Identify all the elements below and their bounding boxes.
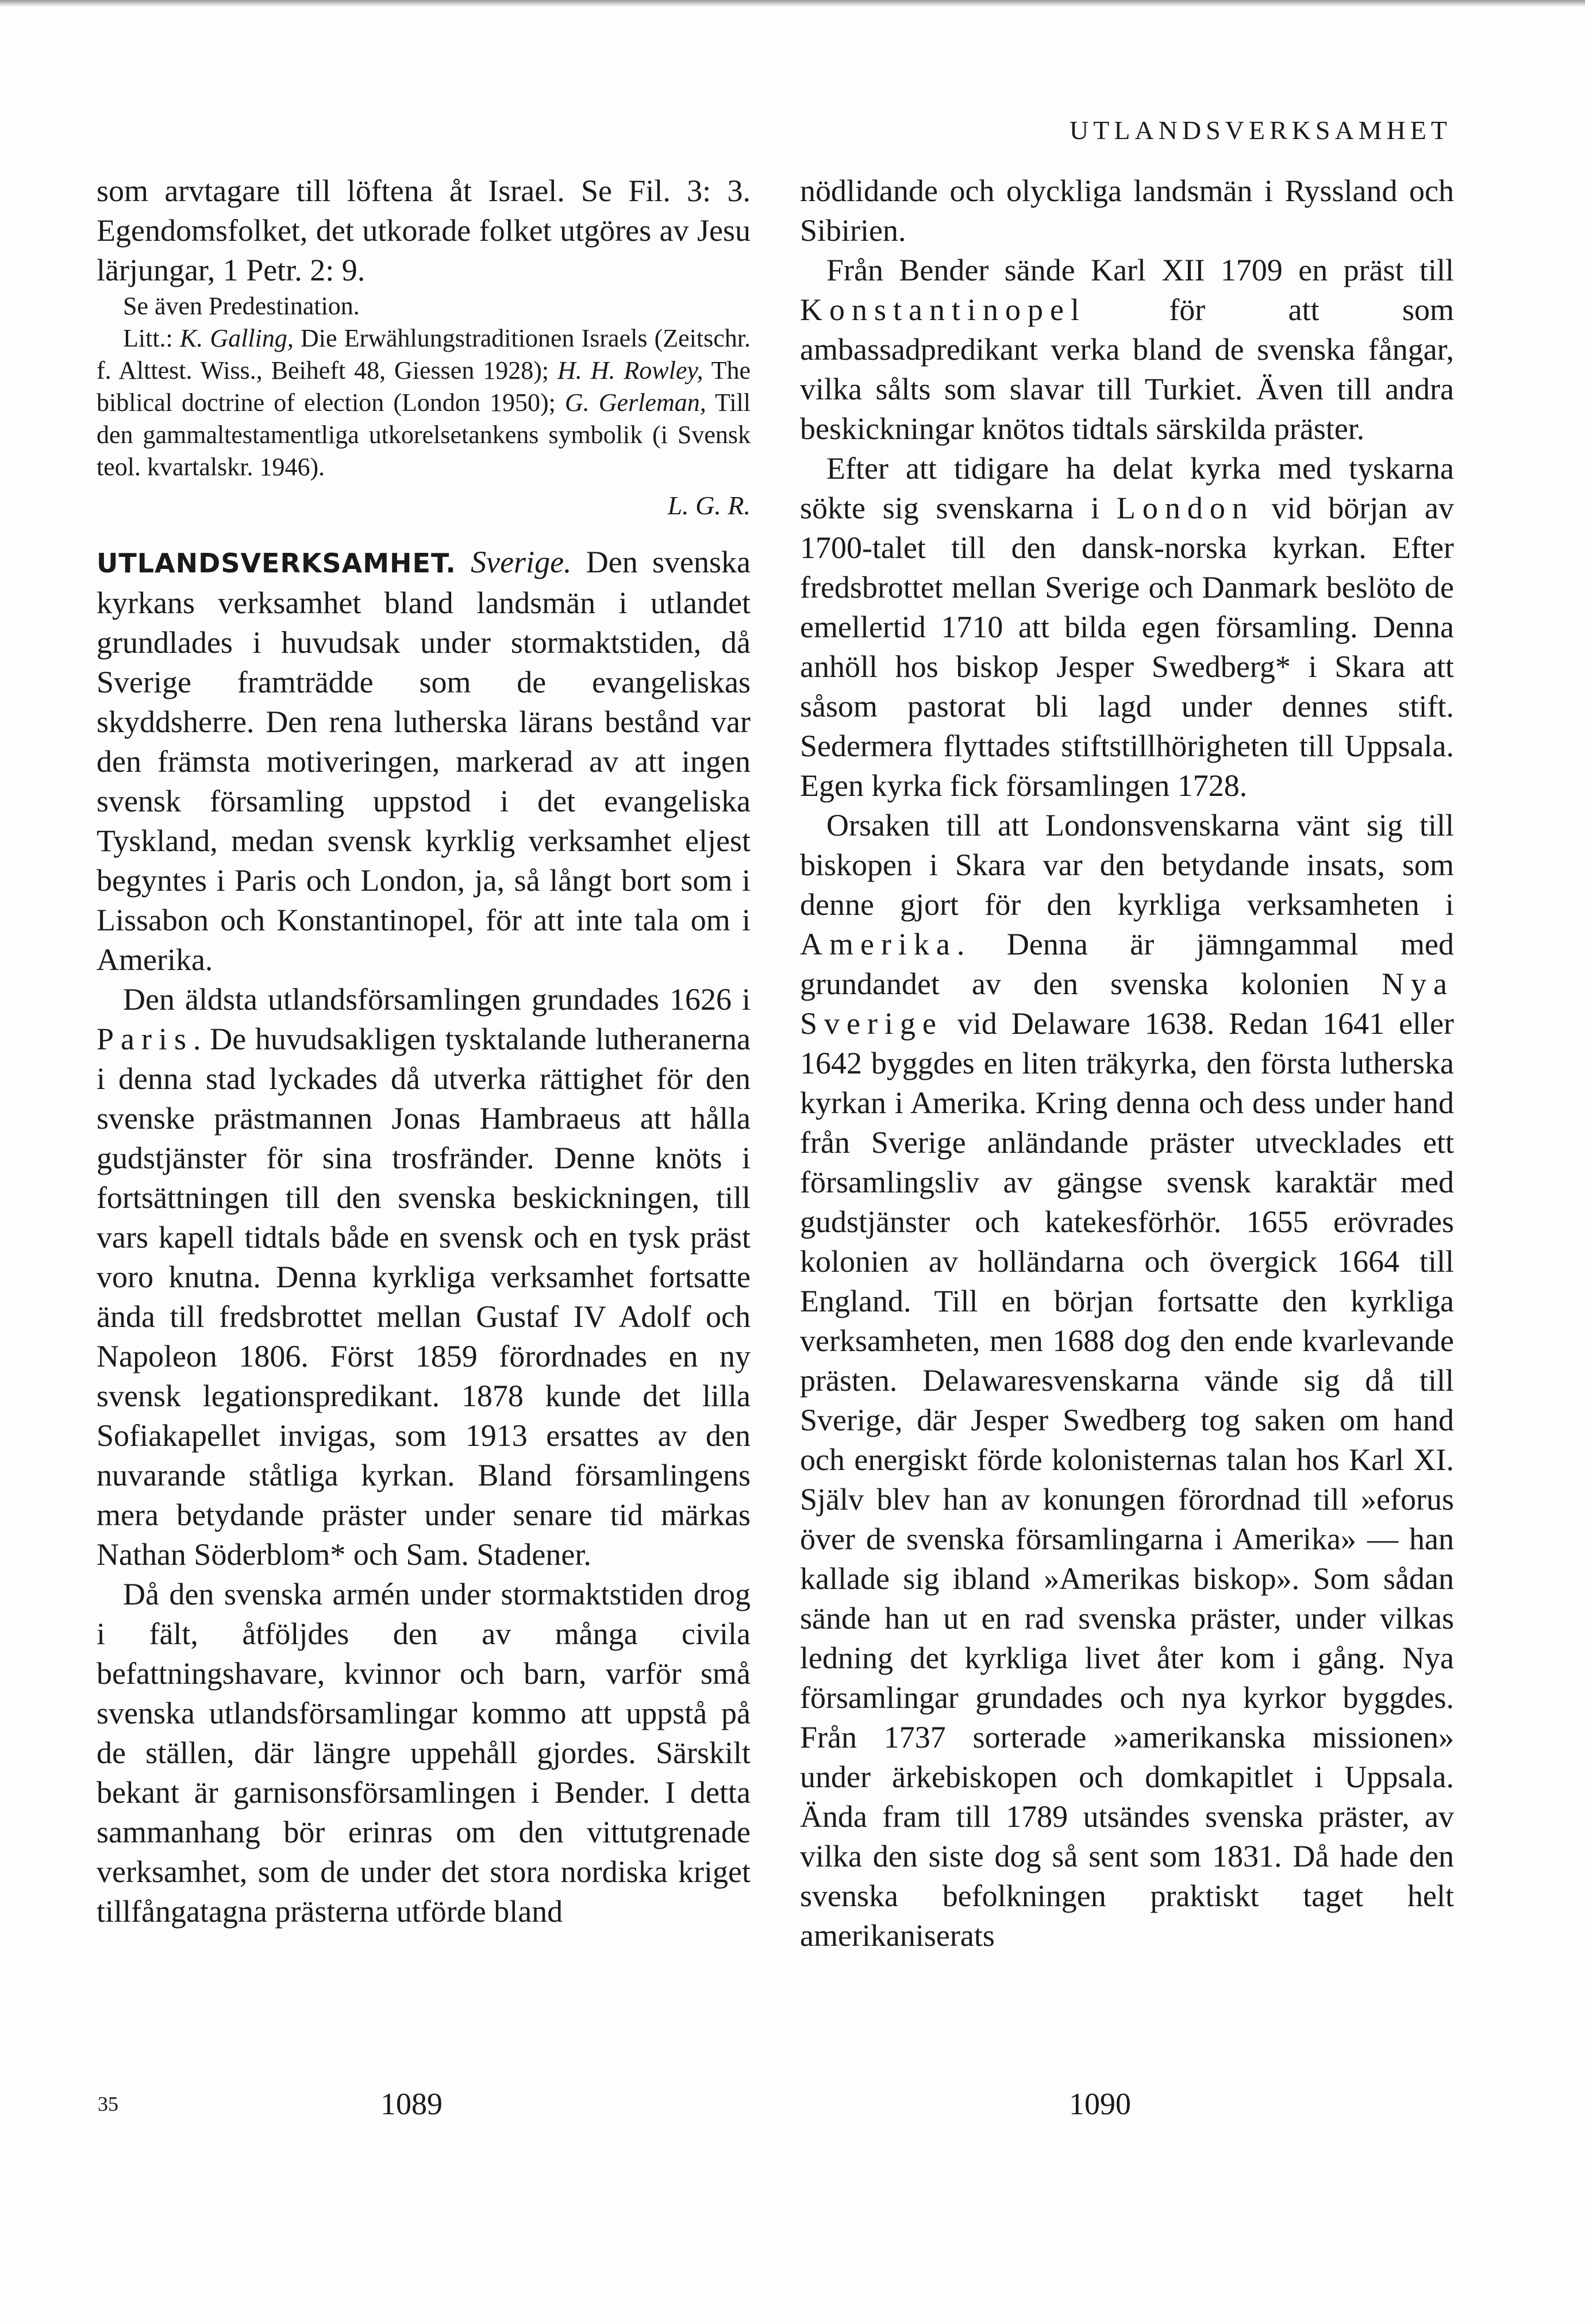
left-column [97, 171, 751, 1931]
signature-mark: 35 [98, 2092, 118, 2115]
entry-headword: UTLANDSVERKSAMHET. [97, 548, 456, 579]
litt-label: Litt.: [123, 324, 180, 352]
reference-author: G. Gerleman, [564, 388, 706, 417]
reference-text: The biblical doctrine of election (London 1950); [97, 356, 751, 417]
running-head: UTLANDSVERKSAMHET [1070, 116, 1452, 145]
literature-references [97, 322, 751, 483]
place-nya-sverige: Nya Sverige [800, 967, 1454, 1041]
reference-author: K. Galling, [179, 324, 294, 352]
right-column [800, 171, 1454, 1956]
place-paris: Paris [97, 1022, 193, 1056]
page-number-right: 1090 [1069, 2087, 1131, 2121]
paragraph-amerika: Orsaken till att Londonsvenskarna vänt sig till biskopen i Skara var den betydande insats, som denne gjort för den kyrkliga verksamheten i Amerika. Denna är jämngammal med grundandet av den svenska kolonien Nya Sverige vid Delaware 1638. Redan 1641 eller 1642 byggdes en liten träkyrka, den första lutherska kyrkan i Amerika. Kring denna och dess under hand från Sverige anländande präster utvecklades ett församlingsliv av gängse svensk karaktär med gudstjänster och katekesförhör. 1655 erövrades kolonien av holländarna och övergick 1664 till England. Till en början fortsatte den kyrkliga verksamheten, men 1688 dog den ende kvarlevande prästen. Delawaresvenskarna vände sig då till Sverige, där Jesper Swedberg tog saken om hand och energiskt förde kolonisternas talan hos Karl XI. Själv blev han av konungen förordnad till »eforus över de svenska församlingarna i Amerika» — han kallade sig ibland »Amerikas biskop». Som sådan sände han ut en rad svenska präster, under vilkas ledning det kyrkliga livet åter kom i gång. Nya församlingar grundades och nya kyrkor byggdes. Från 1737 sorterade »amerikanska missionen» under ärkebiskopen och domkapitlet i Uppsala. Ända fram till 1789 utsändes svenska präster, av vilka den siste dog så sent som 1831. Då hade den svenska befolkningen praktiskt taget helt amerikaniserats [800, 808, 1454, 1953]
entry-subhead: Sverige. [471, 545, 572, 579]
see-also-line: Se även Predestination. [123, 292, 360, 320]
continued-paragraph: nödlidande och olyckliga landsmän i Ryssland och Sibirien. [800, 174, 1454, 248]
paragraph-london: Efter att tidigare ha delat kyrka med tyskarna sökte sig svenskarna i London vid början av 1700-talet till den dansk-norska kyrkan. Efter fredsbrottet mellan Sverige och Danmark beslöto de emellertid 1710 att bilda egen församling. Denna anhöll hos biskop Jesper Swedberg* i Skara att såsom pastorat bli lagd under dennes stift. Sedermera flyttades stiftstillhörigheten till Uppsala. Egen kyrka fick församlingen 1728. [800, 451, 1454, 803]
place-konstantinopel: Konstantinopel [800, 293, 1086, 327]
author-signature: L. G. R. [667, 491, 751, 520]
place-london: London [1116, 491, 1255, 525]
scan-edge-shadow [0, 0, 1585, 7]
paragraph-konstantinopel: Från Bender sände Karl XII 1709 en präst till Konstantinopel för att som ambassadpredikant verka bland de svenska fångar, vilka sålts som slavar till Turkiet. Även till andra beskickningar knötos tidtals särskilda präster. [800, 253, 1454, 446]
place-amerika: Amerika [800, 927, 957, 961]
reference-text: Die Erwählungstraditionen Israels (Zeitschr. f. Alttest. Wiss., Beiheft 48, Giessen 1928); [97, 324, 751, 384]
paragraph-paris: Den äldsta utlandsförsamlingen grundades 1626 i Paris. De huvudsakligen tysktalande lutheranerna i denna stad lyckades då utverka rättighet för den svenske prästmannen Jonas Hambraeus att hålla gudstjänster för sina trosfränder. Denne knöts i fortsättningen till den svenska beskickningen, till vars kapell tidtals både en svensk och en tysk präst voro knutna. Denna kyrkliga verksamhet fortsatte ända till fredsbrottet mellan Gustaf IV Adolf och Napoleon 1806. Först 1859 förordnades en ny svensk legationspredikant. 1878 kunde det lilla Sofiakapellet invigas, som 1913 ersattes av den nuvarande ståtliga kyrkan. Bland församlingens mera betydande präster under senare tid märkas Nathan Söderblom* och Sam. Stadener. [97, 982, 751, 1572]
reference-author: H. H. Rowley, [557, 356, 703, 384]
paragraph-bender: Då den svenska armén under stormaktstiden drog i fält, åtföljdes den av många civila befattningshavare, kvinnor och barn, varför små svenska utlandsförsamlingar kommo att uppstå på de ställen, där längre uppehåll gjordes. Särskilt bekant är garnisonsförsamlingen i Bender. I detta sammanhang bör erinras om den vittutgrenade verksamhet, som de under det stora nordiska kriget tillfångatagna prästerna utförde bland [97, 1577, 751, 1929]
intro-paragraph: som arvtagare till löftena åt Israel. Se Fil. 3: 3. Egendomsfolket, det utkorade folket utgöres av Jesu lärjungar, 1 Petr. 2: 9. [97, 174, 751, 287]
entry-paragraph: UTLANDSVERKSAMHET. Sverige. Den svenska kyrkans verksamhet bland landsmän i utlandet grundlades i huvudsak under stormaktstiden, då Sverige framträdde som de evangeliskas skyddsherre. Den rena lutherska lärans bestånd var den främsta motiveringen, markerad av att ingen svensk församling uppstod i det evangeliska Tyskland, medan svensk kyrklig verksamhet eljest begyntes i Paris och London, ja, så långt bort som i Lissabon och Konstantinopel, för att inte tala om i Amerika. [97, 545, 751, 977]
page-number-left: 1089 [380, 2087, 443, 2121]
reference-text: Till den gammaltestamentliga utkorelsetankens symbolik (i Svensk teol. kvartalskr. 1946). [97, 388, 751, 481]
